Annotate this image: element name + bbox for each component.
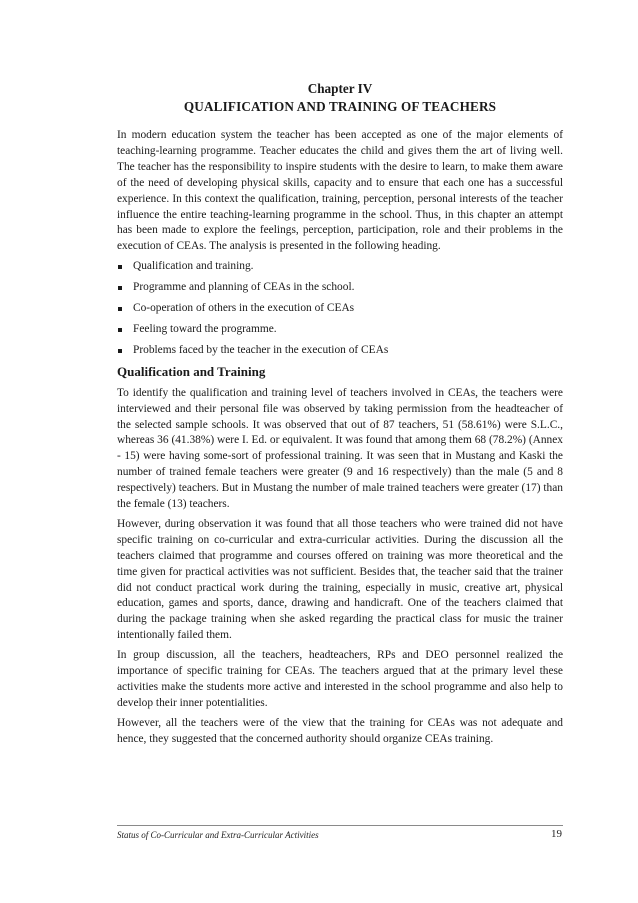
footer-title: Status of Co-Curricular and Extra-Curricular Activities (117, 830, 319, 840)
list-item (117, 343, 563, 359)
list-item-text: Problems faced by the teacher in the execution of CEAs (133, 343, 389, 356)
square-bullet-icon (118, 349, 122, 353)
list-item (117, 322, 563, 338)
list-item (117, 259, 563, 275)
chapter-label: Chapter IV (307, 81, 373, 96)
list-item-text: Co-operation of others in the execution of CEAs (133, 302, 355, 315)
square-bullet-icon (118, 286, 122, 290)
list-item-text: Feeling toward the programme. (133, 322, 277, 335)
topic-list (117, 259, 563, 359)
footer-divider (117, 825, 563, 826)
list-item (117, 301, 563, 317)
section-heading: Qualification and Training (117, 363, 266, 379)
section-paragraph: However, during observation it was found that all those teachers who were trained did not have specific training on co-curricular and extra-curricular activities. During the discussion all the teachers claimed that programme and courses offered on training was more theoretical and the time given for practical activities was not sufficient. Besides that, the teacher said that the trainer did not conduct practical work during the training, especially in music, creative art, physical education, games and sports, dance, drawing and handicraft. One of the teachers claimed that during the package training when she asked regarding the practical class for music the trainer intentionally failed them. (117, 517, 563, 642)
square-bullet-icon (118, 328, 122, 332)
document-body (117, 128, 563, 752)
list-item-text: Qualification and training. (133, 260, 254, 273)
chapter-title: QUALIFICATION AND TRAINING OF TEACHERS (183, 99, 497, 114)
intro-paragraph: In modern education system the teacher has been accepted as one of the major elements of teaching-learning programme. Teacher educates the child and gives them the art of living well. The teacher has the responsibility to inspire students with the desire to learn, to make them aware of the need of developing physical skills, capacity and to ensure that each one has a successful experience. In this context the qualification, training, perception, personal interests of the teacher influence the entire teaching-learning programme in the school. Thus, in this chapter an attempt has been made to explore the feelings, perception, participation, role and their problems in the execution of CEAs. The analysis is presented in the following heading. (117, 129, 563, 253)
section-paragraph: However, all the teachers were of the view that the training for CEAs was not adequate and hence, they suggested that the concerned authority should organize CEAs training. (117, 716, 563, 745)
list-item-text: Programme and planning of CEAs in the school. (133, 281, 355, 294)
list-item (117, 280, 563, 296)
section-paragraph: To identify the qualification and training level of teachers involved in CEAs, the teachers were interviewed and their personal file was observed by taking permission from the headteacher of the selected sample schools. It was observed that out of 87 teachers, 51 (58.61%) were S.L.C., whereas 36 (41.38%) were I. Ed. or equivalent. It was found that among them 68 (78.2%) (Annex - 15) were having some-sort of professional training. It was seen that in Mustang and Kaski the number of trained female teachers were greater (9 and 16 respectively) than the male (5 and 8 respectively) teachers. But in Mustang the number of male trained teachers were greater (17) than the female (13) teachers. (117, 386, 563, 511)
square-bullet-icon (118, 265, 122, 269)
page-number: 19 (551, 828, 562, 840)
square-bullet-icon (118, 307, 122, 311)
section-paragraph: In group discussion, all the teachers, headteachers, RPs and DEO personnel realized the importance of specific training for CEAs. The teachers argued that at the primary level these activities make the students more active and interested in the school programme and also help to develop their inner potentialities. (117, 649, 563, 709)
